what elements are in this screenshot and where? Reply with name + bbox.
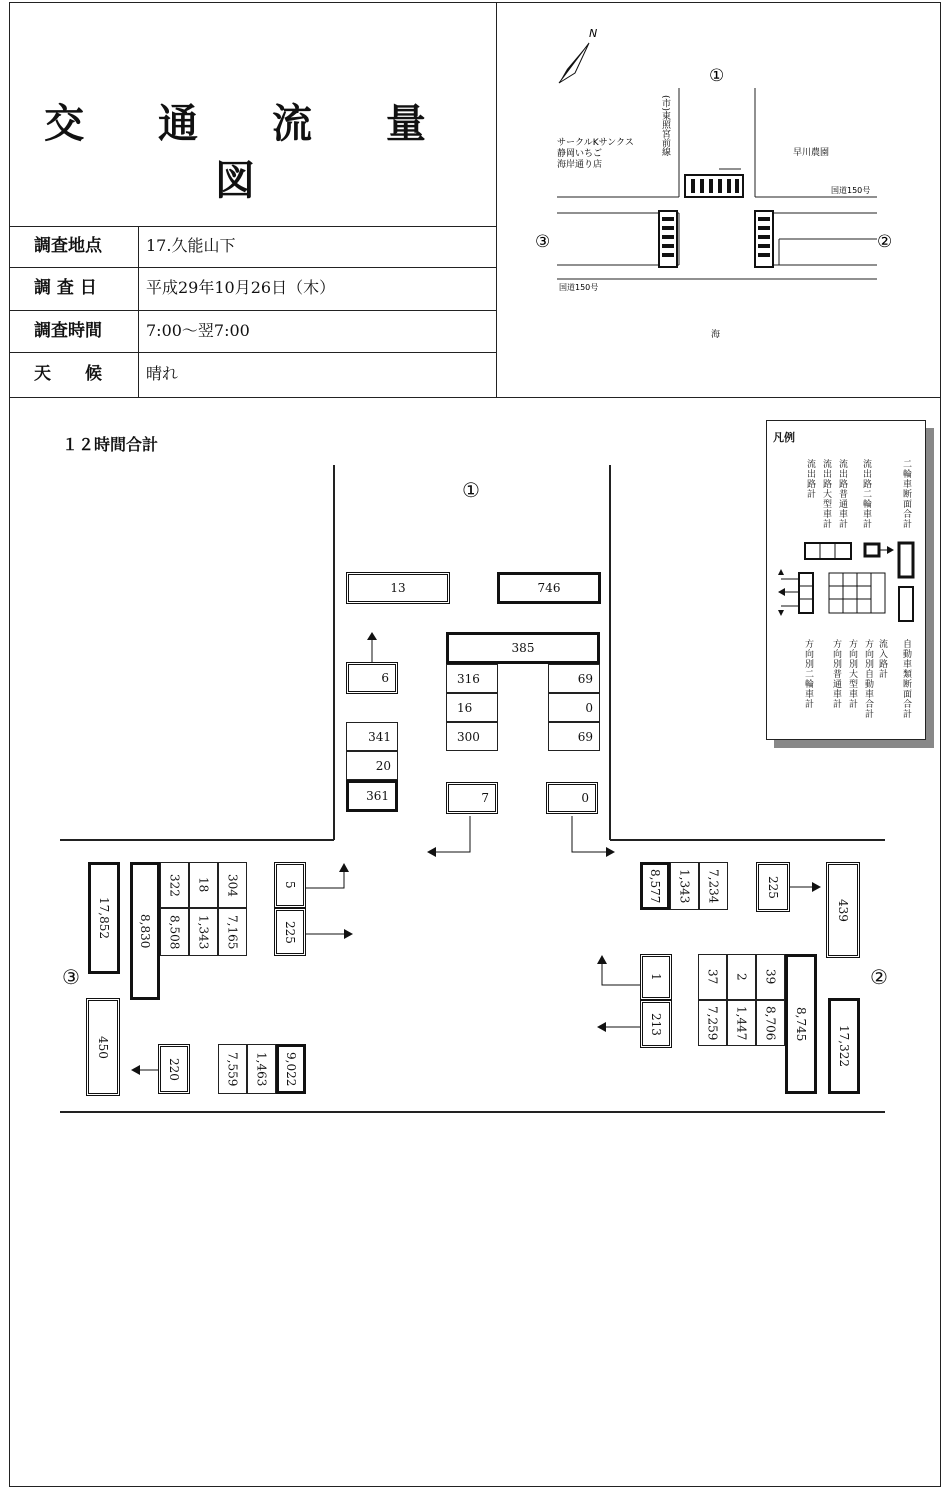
sea-label: 海 — [711, 330, 721, 340]
city-road-label: (市)東照宮前線 — [660, 95, 670, 157]
label-time: 調査時間 — [34, 321, 102, 341]
store-name-1: サークルKサンクス — [557, 138, 634, 148]
east-grid-top-0: 37 — [698, 954, 727, 1000]
arrow-left-icon — [427, 847, 436, 857]
legend-top-label-2: 流出路普通車計 — [837, 459, 847, 529]
value-time: 7:00～翌7:00 — [146, 321, 250, 340]
west-twowheel-2: 225 — [274, 908, 306, 956]
map-circle-3: ③ — [535, 232, 551, 252]
legend-bottom-label-3: 方向別自動車合計 — [863, 639, 873, 719]
circle-3-label: ③ — [62, 965, 80, 989]
north-right-col-1: 0 — [548, 693, 600, 722]
east-twowheel-1: 1 — [640, 954, 672, 1000]
arrow-left-icon — [131, 1065, 140, 1075]
arrow-right-icon — [812, 882, 821, 892]
west-grid-bottom-0: 8,508 — [160, 908, 189, 956]
north-out-val-2: 361 — [346, 780, 398, 812]
legend-bottom-label-2: 方向別大型車計 — [847, 639, 857, 709]
west-bottom-val-0: 7,559 — [218, 1044, 247, 1094]
store-name-3: 海岸通り店 — [557, 160, 603, 170]
west-grid-bottom-2: 7,165 — [218, 908, 247, 956]
page-title: 交 通 流 量 図 — [44, 100, 456, 204]
west-section-total-top: 17,852 — [88, 862, 120, 974]
legend-top-label-1: 流出路大型車計 — [821, 459, 831, 529]
value-weather: 晴れ — [146, 364, 179, 383]
legend-top-label-0: 流出路計 — [805, 459, 815, 499]
arrow-up-icon — [339, 863, 349, 872]
label-weather: 天 候 — [34, 364, 102, 384]
east-section-total: 17,322 — [828, 998, 860, 1094]
east-top-val-2: 7,234 — [699, 862, 728, 910]
north-left-twowheel: 6 — [346, 662, 398, 694]
route-label-upper: 国道150号 — [831, 186, 871, 195]
north-left-col-0: 316 — [446, 664, 498, 693]
arrow-up-icon — [597, 955, 607, 964]
legend-title: 凡例 — [773, 431, 795, 444]
value-date: 平成29年10月26日（木） — [146, 278, 336, 297]
west-grid-top-1: 18 — [189, 862, 218, 908]
circle-1-label: ① — [462, 478, 480, 502]
map-circle-2: ② — [877, 232, 893, 252]
west-bottom-twowheel: 220 — [158, 1044, 190, 1094]
legend-top-label-4: 二輪車断面合計 — [901, 459, 911, 529]
legend-bottom-label-5: 自動車類断面合計 — [901, 639, 911, 719]
north-out-val-0: 341 — [346, 722, 398, 751]
arrow-left-icon — [597, 1022, 606, 1032]
label-date: 調 査 日 — [34, 278, 97, 298]
west-grid-top-0: 322 — [160, 862, 189, 908]
label-location: 調査地点 — [34, 236, 102, 256]
east-top-val-0: 8,577 — [640, 862, 670, 910]
north-out-twowheel: 13 — [346, 572, 450, 604]
east-top-twowheel: 225 — [756, 862, 790, 912]
east-twowheel-total: 439 — [826, 862, 860, 958]
east-grid-bottom-2: 8,706 — [756, 1000, 785, 1046]
west-bottom-val-1: 1,463 — [247, 1044, 276, 1094]
east-grid-bottom-0: 7,259 — [698, 1000, 727, 1046]
route-label-lower: 国道150号 — [559, 283, 599, 292]
west-twowheel-total: 450 — [86, 998, 120, 1096]
west-grid-top-2: 304 — [218, 862, 247, 908]
legend-bottom-label-0: 方向別二輪車計 — [803, 639, 813, 709]
north-inflow-total: 385 — [446, 632, 600, 664]
east-out-total: 8,745 — [785, 954, 817, 1094]
north-right-col-0: 69 — [548, 664, 600, 693]
north-dir-twowheel-right: 0 — [546, 782, 598, 814]
north-label: N — [589, 27, 598, 40]
east-grid-bottom-1: 1,447 — [727, 1000, 756, 1046]
west-bottom-val-2: 9,022 — [276, 1044, 306, 1094]
arrow-right-icon — [606, 847, 615, 857]
west-grid-bottom-1: 1,343 — [189, 908, 218, 956]
section-title: １２時間合計 — [62, 435, 159, 454]
arrow-right-icon — [344, 929, 353, 939]
north-out-val-1: 20 — [346, 751, 398, 780]
north-right-col-2: 69 — [548, 722, 600, 751]
north-left-col-2: 300 — [446, 722, 498, 751]
west-twowheel-1: 5 — [274, 862, 306, 908]
north-dir-twowheel-left: 7 — [446, 782, 498, 814]
map-circle-1: ① — [709, 66, 725, 86]
value-location: 17.久能山下 — [146, 236, 236, 255]
east-twowheel-2: 213 — [640, 1000, 672, 1048]
legend-box — [766, 420, 926, 740]
east-grid-top-2: 39 — [756, 954, 785, 1000]
arrow-up-icon — [367, 632, 377, 640]
legend-bottom-label-1: 方向別普通車計 — [831, 639, 841, 709]
west-out-total: 8,830 — [130, 862, 160, 1000]
legend-symbols — [767, 531, 925, 631]
store-name-2: 静岡いちご — [557, 149, 603, 159]
east-top-val-1: 1,343 — [670, 862, 699, 910]
circle-2-label: ② — [870, 965, 888, 989]
north-left-col-1: 16 — [446, 693, 498, 722]
legend-top-label-3: 流出路二輪車計 — [861, 459, 871, 529]
east-grid-top-1: 2 — [727, 954, 756, 1000]
north-section-total: 746 — [497, 572, 601, 604]
farm-label: 早川農園 — [793, 148, 830, 158]
legend-bottom-label-4: 流入路計 — [877, 639, 887, 679]
